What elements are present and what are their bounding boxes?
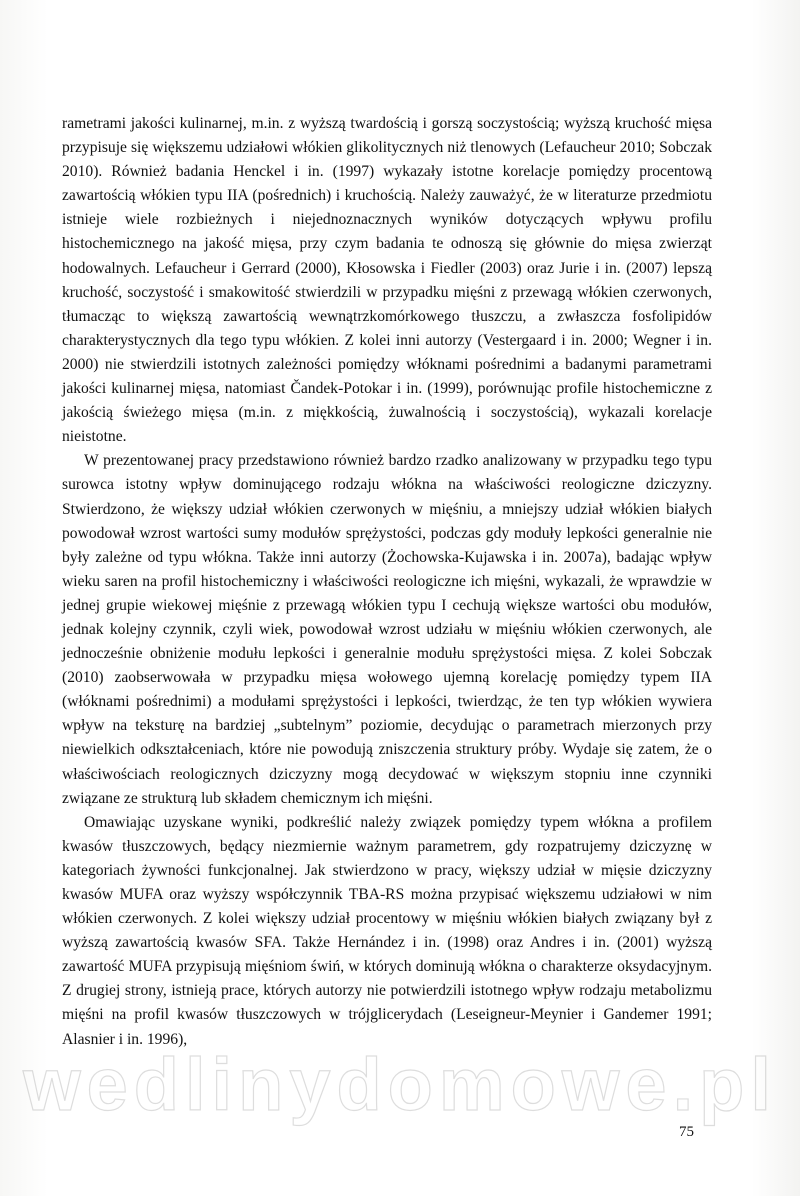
paragraph-1: rametrami jakości kulinarnej, m.in. z wyższą twardością i gorszą soczystością; wyższą kruchość mięsa przypisuje się większemu udziałowi włókien glikolitycznych niż tlenowych (Lefaucheur 2010; Sobczak 2010). Również badania Henckel i in. (1997) wykazały istotne korelacje pomiędzy procentową zawartością włókien typu IIA (pośrednich) i kruchością. Należy zauważyć, że w literaturze przedmiotu istnieje wiele rozbieżnych i niejednoznacznych wyników dotyczących wpływu profilu histochemicznego na jakość mięsa, przy czym badania te odnoszą się głównie do mięsa zwierząt hodowalnych. Lefaucheur i Gerrard (2000), Kłosowska i Fiedler (2003) oraz Jurie i in. (2007) lepszą kruchość, soczystość i smakowitość stwierdzili w przypadku mięśni z przewagą włókien czerwonych, tłumacząc to większą zawartością wewnątrzkomórkowego tłuszczu, a zwłaszcza fosfolipidów charakterystycznych dla tego typu włókien. Z kolei inni autorzy (Vestergaard i in. 2000; Wegner i in. 2000) nie stwierdzili istotnych zależności pomiędzy włóknami pośrednimi a badanymi parametrami jakości kulinarnej mięsa, natomiast Čandek-Potokar i in. (1999), porównując profile histochemiczne z jakością świeżego mięsa (m.in. z miękkością, żuwalnością i soczystością), wykazali korelacje nieistotne. (62, 115, 712, 446)
paragraph-2: W prezentowanej pracy przedstawiono również bardzo rzadko analizowany w przypadku tego typu surowca istotny wpływ dominującego rodzaju włókna na właściwości reologiczne dziczyzny. Stwierdzono, że większy udział włókien czerwonych w mięśniu, a mniejszy udział włókien białych powodował wzrost wartości sumy modułów sprężystości, podczas gdy moduły lepkości generalnie nie były zależne od typu włókna. Także inni autorzy (Żochowska-Kujawska i in. 2007a), badając wpływ wieku saren na profil histochemiczny i właściwości reologiczne ich mięśni, wykazali, że wprawdzie w jednej grupie wiekowej mięśnie z przewagą włókien typu I cechują większe wartości obu modułów, jednak kolejny czynnik, czyli wiek, powodował wzrost udziału w mięśniu włókien czerwonych, ale jednocześnie obniżenie modułu lepkości i generalnie modułu sprężystości mięsa. Z kolei Sobczak (2010) zaobserwowała w przypadku mięsa wołowego ujemną korelację pomiędzy typem IIA (włóknami pośrednimi) a modułami sprężystości i lepkości, twierdząc, że ten typ włókien wywiera wpływ na teksturę na bardziej „subtelnym” poziomie, decydując o parametrach mierzonych przy niewielkich odkształceniach, które nie powodują zniszczenia struktury próby. Wydaje się zatem, że o właściwościach reologicznych dziczyzny mogą decydować w większym stopniu inne czynniki związane ze strukturą lub składem chemicznym ich mięśni. (62, 452, 712, 807)
page-number: 75 (679, 1124, 694, 1140)
watermark: wedlinydomowe.pl (23, 1043, 777, 1126)
paragraph-3: Omawiając uzyskane wyniki, podkreślić należy związek pomiędzy typem włókna a profilem kwasów tłuszczowych, będący niezmiernie ważnym parametrem, gdy rozpatrujemy dziczyznę w kategoriach żywności funkcjonalnej. Jak stwierdzono w pracy, większy udział w mięsie dziczyzny kwasów MUFA oraz wyższy współczynnik TBA-RS można przypisać większemu udziałowi w nim włókien czerwonych. Z kolei większy udział procentowy w mięśniu włókien białych związany był z wyższą zawartością kwasów SFA. Także Hernández i in. (1998) oraz Andres i in. (2001) wyższą zawartość MUFA przypisują mięśniom świń, w których dominują włókna o charakterze oksydacyjnym. Z drugiej strony, istnieją prace, których autorzy nie potwierdzili istotnego wpływ rodzaju metabolizmu mięśni na profil kwasów tłuszczowych w trójglicerydach (Leseigneur-Meynier i Gandemer 1991; Alasnier i in. 1996), (62, 813, 712, 1048)
body-text (62, 112, 712, 1052)
